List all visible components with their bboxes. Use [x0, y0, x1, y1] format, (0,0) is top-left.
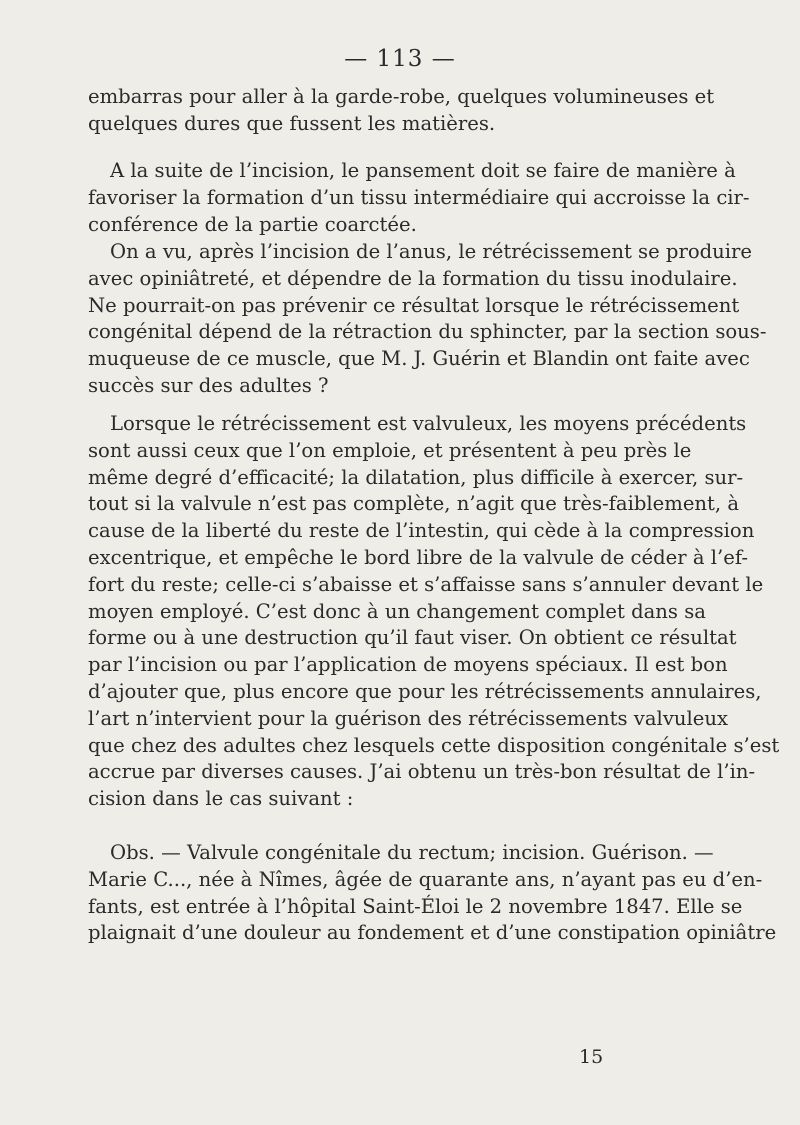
text-line: l’art n’intervient pour la guérison des rétrécissements valvuleux — [88, 706, 729, 730]
text-line: embarras pour aller à la garde-robe, quelques volumineuses et — [88, 85, 715, 108]
text-line: plaignait d’une douleur au fondement et d’une constipation opiniâtre — [88, 921, 777, 945]
text-line: excentrique, et empêche le bord libre de la valvule de céder à l’ef- — [88, 545, 748, 569]
signature-mark: 15 — [579, 1046, 604, 1068]
text-line: par l’incision ou par l’application de moyens spéciaux. Il est bon — [88, 653, 728, 677]
text-line: fants, est entrée à l’hôpital Saint-Éloi le 2 novembre 1847. Elle se — [88, 894, 743, 918]
text-line: accrue par diverses causes. J’ai obtenu un très-bon résultat de l’in- — [88, 760, 756, 784]
text-line: même degré d’efficacité; la dilatation, plus difficile à exercer, sur- — [88, 465, 744, 489]
paragraph-1 — [88, 84, 715, 138]
text-line: A la suite de l’incision, le pansement doit se faire de manière à — [110, 159, 736, 182]
text-line: tout si la valvule n’est pas complète, n’agit que très-faiblement, à — [88, 492, 740, 516]
text-line: favoriser la formation d’un tissu intermédiaire qui accroisse la cir- — [88, 185, 750, 209]
text-line: muqueuse de ce muscle, que M. J. Guérin et Blandin ont faite avec — [88, 347, 750, 371]
text-line: Marie C..., née à Nîmes, âgée de quarante ans, n’ayant pas eu d’en- — [88, 867, 763, 891]
text-line: cision dans le cas suivant : — [88, 787, 354, 811]
text-line: moyen employé. C’est donc à un changement complet dans sa — [88, 599, 706, 623]
text-line: On a vu, après l’incision de l’anus, le rétrécissement se produire — [110, 240, 753, 263]
text-line: avec opiniâtreté, et dépendre de la formation du tissu inodulaire. — [88, 266, 738, 290]
text-line: conférence de la partie coarctée. — [88, 212, 417, 236]
text-line: Lorsque le rétrécissement est valvuleux, les moyens précédents — [110, 412, 747, 435]
text-line: fort du reste; celle-ci s’abaisse et s’affaisse sans s’annuler devant le — [88, 572, 764, 596]
paragraph-4 — [88, 411, 780, 813]
paragraph-3 — [88, 239, 767, 400]
page-number: — 113 — — [344, 46, 456, 72]
observation-paragraph — [88, 840, 777, 947]
text-line: quelques dures que fussent les matières. — [88, 111, 496, 135]
text-line: succès sur des adultes ? — [88, 373, 329, 397]
text-line: Ne pourrait-on pas prévenir ce résultat lorsque le rétrécissement — [88, 293, 740, 317]
text-line: cause de la liberté du reste de l’intestin, qui cède à la compression — [88, 519, 755, 543]
text-line: forme ou à une destruction qu’il faut viser. On obtient ce résultat — [88, 626, 737, 650]
text-line: sont aussi ceux que l’on emploie, et présentent à peu près le — [88, 438, 692, 462]
text-line: d’ajouter que, plus encore que pour les rétrécissements annulaires, — [88, 679, 762, 703]
paragraph-2 — [88, 158, 750, 238]
text-line: congénital dépend de la rétraction du sphincter, par la section sous- — [88, 320, 767, 344]
text-line: que chez des adultes chez lesquels cette disposition congénitale s’est — [88, 733, 780, 757]
observation-heading-line: Obs. — Valvule congénitale du rectum; incision. Guérison. — — [110, 841, 714, 864]
